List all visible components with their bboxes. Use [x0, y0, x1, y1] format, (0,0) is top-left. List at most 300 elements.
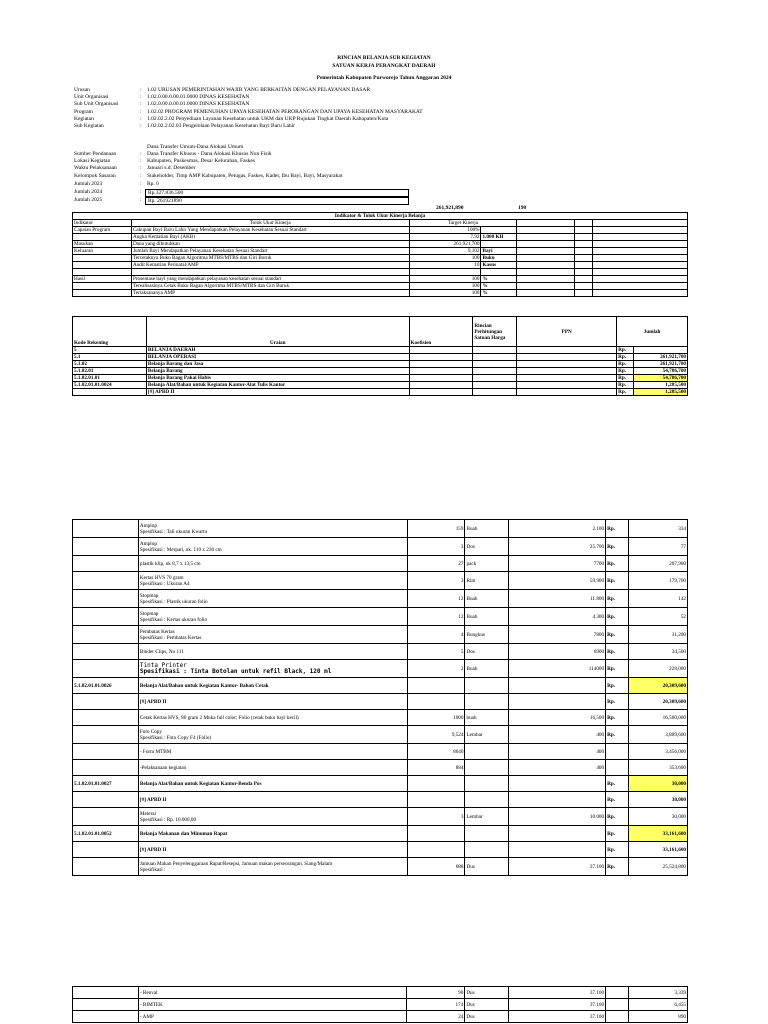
table-row: [73, 347, 688, 354]
table-cell: [606, 987, 629, 999]
harga-cell: 25.700: [509, 538, 606, 556]
uraian-cell: [138, 538, 407, 556]
satuan-cell: buah: [465, 710, 509, 726]
table-cell: [575, 227, 593, 234]
jumlah-cell: 34,500: [629, 644, 688, 660]
rp-cell: Rp.: [606, 842, 629, 858]
satuan-cell: Rim: [465, 572, 509, 590]
jumlah-cell: 77: [629, 538, 688, 556]
detail-row: [73, 660, 688, 678]
title-line1: RINCIAN BELANJA SUB KEGIATAN: [337, 55, 431, 61]
jumlah-cell: 261,921,700: [634, 354, 688, 361]
info-value: 1.02.02 PROGRAM PEMENUHAN UPAYA KESEHATAN PERORANGAN DAN UPAYA KESEHATAN MASYARAKAT: [147, 109, 423, 115]
jumlah-cell: 20,309,600: [629, 678, 688, 694]
satuan-cell: Lembar: [465, 726, 509, 744]
detail-row: [73, 644, 688, 660]
detail-row: [73, 626, 688, 644]
table-row: [73, 382, 688, 389]
info-label: Kegiatan: [74, 116, 94, 122]
title-line3: Pemerintah Kabupaten Purworejo Tahun Anggaran 2024: [316, 75, 452, 81]
harga-cell: 37.100: [509, 987, 606, 999]
tolok-cell: Terealisasinya Cetak Buku Bagan Algoritma MTBS/MTBS dan Giri Buruk: [131, 283, 409, 290]
tolok-cell: Jumlah Bayi Mendapatkan Pelayanan Kesehatan Sesuai Standart: [131, 248, 409, 255]
harga-cell: 37.100: [509, 999, 606, 1011]
uraian-cell: - Renval: [138, 987, 407, 999]
uraian-cell: Belanja Barang: [146, 368, 409, 375]
table-cell: [409, 354, 473, 361]
info-value: 1.02.0.00.0.00.01.0000 DINAS KESEHATAN: [147, 101, 250, 107]
info-value: 1.02.0.00.0.00.01.0000 DINAS KESEHATAN: [147, 94, 250, 100]
table-cell: [517, 227, 575, 234]
qty-cell: [407, 694, 465, 710]
tolok-cell: Terlaksananya AMP: [131, 290, 409, 297]
jumlah-cell: 30,000: [629, 776, 688, 792]
uraian-line: -Pelaksanaan kegiatan: [139, 764, 187, 771]
kode-cell: [73, 808, 139, 826]
info-row: Sumber Pendanaan : Dana Transfer Khusus - Dana Alokasi Khusus Non Fisik: [74, 151, 272, 157]
harga-cell: 400: [509, 744, 606, 760]
rp-cell: Rp.: [617, 347, 634, 354]
qty-cell: 1000: [407, 710, 465, 726]
uraian-cell: [138, 520, 407, 538]
target-value: 9,102: [409, 248, 481, 255]
rp-cell: [606, 744, 629, 760]
kode-cell: [73, 572, 139, 590]
info-label: Jumlah 2024: [74, 189, 103, 195]
qty-cell: [407, 776, 465, 792]
table-cell: [517, 255, 575, 262]
kode-cell: 5.1.02.01: [73, 368, 147, 375]
qty-cell: 90: [407, 987, 465, 999]
uraian-cell: [138, 710, 407, 726]
rp-cell: Rp.: [606, 608, 629, 626]
uraian-cell: [138, 760, 407, 776]
detail-row: [73, 808, 688, 826]
jumlah-cell: 54,786,700: [634, 368, 688, 375]
info-value: Rp. 261921890: [145, 197, 409, 205]
detail-row: [73, 556, 688, 572]
harga-cell: [509, 842, 606, 858]
uraian-cell: BELANJA DAERAH: [146, 347, 409, 354]
kode-cell: [73, 858, 139, 876]
satuan-cell: [465, 744, 509, 760]
table-cell: [517, 361, 617, 368]
detail-row: [73, 590, 688, 608]
target-head: Target Kinerja: [409, 220, 517, 227]
qty-cell: [407, 678, 465, 694]
target-unit: [481, 227, 517, 234]
target-value: 100: [409, 290, 481, 297]
rp-cell: Rp.: [606, 808, 629, 826]
satuan-cell: [465, 760, 509, 776]
detail-row: [73, 608, 688, 626]
rp-cell: Rp.: [606, 694, 629, 710]
jumlah-head: Jumlah: [617, 317, 688, 347]
detail-row: [73, 1011, 688, 1023]
uraian-cell: [138, 858, 407, 876]
uraian-line: Binder Clips, No 111: [139, 648, 184, 655]
table-cell: [575, 248, 593, 255]
jumlah-cell: 30,000: [629, 808, 688, 826]
kode-cell: 5.1.02: [73, 361, 147, 368]
total-b: 190: [518, 205, 527, 211]
kode-cell: [73, 644, 139, 660]
jumlah-cell: 3,339: [629, 987, 688, 999]
info-label: Program: [74, 109, 93, 115]
table-cell: [593, 227, 688, 234]
tolok-cell: Tercetaknya Buku Bagan Algoritma MTBS/MTBS dan Giri Buruk: [131, 255, 409, 262]
indikator-row: [73, 234, 688, 241]
info-row: Unit Organisasi : 1.02.0.00.0.00.01.0000 DINAS KESEHATAN: [74, 94, 250, 100]
table-cell: [517, 269, 575, 276]
indikator-row: [73, 262, 688, 269]
indikator-row: [73, 290, 688, 297]
indikator-row: [73, 227, 688, 234]
satuan-cell: Dus: [465, 1011, 509, 1023]
harga-cell: [509, 792, 606, 808]
indikator-cell: [73, 255, 132, 262]
table-cell: [409, 382, 473, 389]
table-cell: [606, 999, 629, 1011]
qty-cell: 2: [407, 660, 465, 678]
kode-cell: 5.1.02.01.01.0052: [73, 826, 139, 842]
uraian-cell: - BIMTEK: [138, 999, 407, 1011]
table-cell: [575, 276, 593, 283]
qty-cell: 12: [407, 590, 465, 608]
info-value: Dana Transfer Khusus - Dana Alokasi Khusus Non Fisik: [147, 151, 272, 157]
table-row: [73, 389, 688, 396]
table-row: [73, 375, 688, 382]
table-cell: [409, 375, 473, 382]
info-value: Kabupaten, Puskesmas, Desa/ Kelurahan, Faskes: [147, 158, 255, 164]
satuan-cell: pack: [465, 556, 509, 572]
satuan-cell: Buah: [465, 608, 509, 626]
table-cell: [593, 283, 688, 290]
indikator-head: Indikator: [73, 220, 132, 227]
uraian-line: Meterai: [139, 810, 157, 817]
uraian-line: Belanja Alat/Bahan untuk Kegiatan Kantor-Benda Pos: [139, 780, 262, 787]
indikator-cell: [73, 234, 132, 241]
satuan-cell: Dus: [465, 858, 509, 876]
info-value: Rp.327.836.500: [145, 189, 409, 197]
satuan-cell: [465, 826, 509, 842]
satuan-cell: Dus: [465, 987, 509, 999]
total-a: 261,921,890: [436, 205, 464, 211]
target-value: 100%: [409, 227, 481, 234]
uraian-line: Tinta Printer: [139, 661, 187, 669]
info-row: Waktu Pelaksanaan : Januari s.d. Desember: [74, 165, 196, 171]
detail-row: [73, 678, 688, 694]
jumlah-cell: 20,309,600: [629, 694, 688, 710]
table-cell: [575, 234, 593, 241]
target-value: 100: [409, 255, 481, 262]
qty-cell: 159: [407, 520, 465, 538]
ppn-head: PPN: [517, 317, 617, 347]
kode-cell: 5.1.02.01.01.0027: [73, 776, 139, 792]
jumlah-cell: 179,700: [629, 572, 688, 590]
rincian-head: Rincian Perhitungan Satuan Harga: [473, 317, 517, 347]
table-cell: [593, 262, 688, 269]
uraian-line: Amplop: [139, 522, 157, 529]
table-cell: [593, 290, 688, 297]
jumlah-cell: 890: [629, 1011, 688, 1023]
kode-cell: [73, 389, 147, 396]
table-cell: [575, 290, 593, 297]
table-cell: [73, 1011, 139, 1023]
detail-row: [73, 572, 688, 590]
indikator-row: [73, 248, 688, 255]
satuan-cell: Bungkus: [465, 626, 509, 644]
uraian-line: Pembatas Kertas: [139, 628, 175, 635]
rp-cell: Rp.: [617, 354, 634, 361]
spesifikasi-line: Spesifikasi : Foto Copy F4 (Folio): [139, 734, 212, 741]
harga-cell: 114000: [509, 660, 606, 678]
uraian-line: [#] APBD II: [139, 796, 167, 803]
qty-cell: 4: [407, 626, 465, 644]
jumlah-cell: 33,161,600: [629, 826, 688, 842]
info-value: 1.02.02.2.02.03 Pengelolaan Pelayanan Kesehatan Bayi Baru Lahir: [147, 123, 296, 129]
uraian-cell: [138, 826, 407, 842]
info-value: Januari s.d. Desember: [147, 165, 196, 171]
spesifikasi-line: Spesifikasi : Ukuran A4: [139, 580, 190, 587]
info-row: Jumlah 2025 : Rp. 261921890: [0, 197, 768, 205]
rp-cell: Rp.: [606, 678, 629, 694]
jumlah-cell: 52: [629, 608, 688, 626]
rp-cell: Rp.: [606, 660, 629, 678]
uraian-line: [#] APBD II: [139, 698, 167, 705]
indikator-row: [73, 276, 688, 283]
table-cell: [517, 234, 575, 241]
qty-cell: 9,524: [407, 726, 465, 744]
rp-cell: Rp.: [617, 389, 634, 396]
info-value: Stakeholder, Timp AMP Kabupaten, Petugas, Faskes, Kader, Ibu Bayi, Bayi, Masyarakat: [147, 173, 343, 179]
table-cell: [473, 347, 517, 354]
qty-cell: 8640: [407, 744, 465, 760]
table-cell: [606, 1011, 629, 1023]
spesifikasi-line: Spesifikasi : Tali ukuran Kwarto: [139, 528, 208, 535]
kode-cell: [73, 792, 139, 808]
rp-cell: Rp.: [606, 826, 629, 842]
table-cell: [593, 276, 688, 283]
uraian-cell: [138, 660, 407, 678]
target-unit: 1.000 KH: [481, 234, 517, 241]
info-label: Jumlah 2025: [74, 197, 103, 203]
uraian-cell: [138, 572, 407, 590]
rp-cell: Rp.: [606, 726, 629, 744]
uraian-line: Cetak Kertas HVS, 80 gram 2 Muka full color; Folio (cetak buku bayi kecil): [139, 714, 299, 721]
qty-cell: [407, 826, 465, 842]
indikator-table: [72, 212, 688, 297]
uraian-line: Stopmap: [139, 592, 159, 599]
harga-cell: 37.100: [509, 1011, 606, 1023]
harga-cell: [509, 678, 606, 694]
target-value: 7.92: [409, 234, 481, 241]
satuan-cell: Buah: [465, 520, 509, 538]
uraian-cell: [138, 626, 407, 644]
table-cell: [409, 389, 473, 396]
uraian-cell: [138, 608, 407, 626]
title-line2: SATUAN KERJA PERANGKAT DAERAH: [332, 63, 436, 69]
detail-row: [73, 538, 688, 556]
indikator-cell: [73, 290, 132, 297]
table-cell: [473, 389, 517, 396]
tolok-cell: Angka Kematian Bayi (AKB): [131, 234, 409, 241]
kode-cell: [73, 520, 139, 538]
jumlah-cell: 25,524,800: [629, 858, 688, 876]
satuan-cell: Lembar: [465, 808, 509, 826]
detail-row: [73, 826, 688, 842]
satuan-cell: [465, 792, 509, 808]
jumlah-cell: 3,809,600: [629, 726, 688, 744]
tolok-cell: [131, 269, 409, 276]
uraian-line: Amplop: [139, 540, 157, 547]
target-unit: Bayi: [481, 248, 517, 255]
jumlah-cell: [634, 347, 688, 354]
jumlah-cell: 353,600: [629, 760, 688, 776]
uraian-cell: [138, 556, 407, 572]
indikator-cell: Capaian Program: [73, 227, 132, 234]
info-label: Waktu Pelaksanaan: [74, 165, 117, 171]
jumlah-cell: 30,000: [629, 792, 688, 808]
qty-cell: 174: [407, 999, 465, 1011]
detail-row: [73, 842, 688, 858]
uraian-line: - Form MTBM: [139, 748, 172, 755]
qty-cell: 27: [407, 556, 465, 572]
uraian-cell: Belanja Barang Pakai Habis: [146, 375, 409, 382]
harga-cell: [509, 826, 606, 842]
info-row: Jumlah 2023 : Rp. 0: [74, 181, 159, 187]
satuan-cell: Dus: [465, 999, 509, 1011]
satuan-cell: Buah: [465, 660, 509, 678]
harga-cell: 6900: [509, 644, 606, 660]
jumlah-cell: 1,285,500: [634, 382, 688, 389]
info-label: Sumber Pendanaan: [74, 151, 117, 157]
uraian-cell: - AMP: [138, 1011, 407, 1023]
bottom-table: [72, 986, 688, 1023]
tolok-cell: Dana yang dibutuhkan: [131, 241, 409, 248]
detail-row: [73, 760, 688, 776]
kode-cell: 5.1.02.01.01: [73, 375, 147, 382]
indikator-row: [73, 269, 688, 276]
target-value: 100: [409, 283, 481, 290]
rp-cell: Rp.: [606, 710, 629, 726]
table-cell: [593, 269, 688, 276]
target-unit: Buku: [481, 255, 517, 262]
info-row: Urusan : 1.02 URUSAN PEMERINTAHAN WAJIB YANG BERKAITAN DENGAN PELAYANAN DASAR: [74, 87, 371, 93]
uraian-line: Stopmap: [139, 610, 159, 617]
rp-cell: Rp.: [606, 572, 629, 590]
uraian-cell: [138, 792, 407, 808]
harga-cell: 16,500: [509, 710, 606, 726]
harga-cell: 59,900: [509, 572, 606, 590]
info-value: 1.02.02.2.02 Penyediaan Layanan Kesehatan untuk UKM dan UKP Rujukan Tingkat Daerah Kabupaten/Kota: [147, 116, 389, 122]
table-cell: [473, 382, 517, 389]
table-cell: [593, 234, 688, 241]
uraian-line: Foto Copy: [139, 728, 162, 735]
jumlah-cell: 33,161,600: [629, 842, 688, 858]
table-cell: [575, 262, 593, 269]
uraian-line: Kertas HVS 70 gram: [139, 574, 184, 581]
jumlah-cell: 16,500,000: [629, 710, 688, 726]
table-cell: [409, 368, 473, 375]
tolok-cell: Prosentase bayi yang mendapatkan pelayanan kesehatan sesuai standart: [131, 276, 409, 283]
rp-cell: Rp.: [606, 858, 629, 876]
jumlah-cell: 207,900: [629, 556, 688, 572]
kode-cell: [73, 726, 139, 744]
uraian-cell: [138, 644, 407, 660]
table-cell: [517, 354, 617, 361]
indikator-title: Indikator & Tolok Ukur Kinerja Belanja: [73, 213, 688, 220]
info-label: Unit Organisasi: [74, 94, 109, 100]
table-cell: [517, 368, 617, 375]
rekening-table: [72, 316, 688, 396]
indikator-row: [73, 283, 688, 290]
table-cell: [517, 276, 575, 283]
jumlah-cell: 6,455: [629, 999, 688, 1011]
kode-head: Kode Rekening: [73, 317, 147, 347]
target-unit: [481, 241, 517, 248]
jumlah-cell: 31,200: [629, 626, 688, 644]
jumlah-cell: 334: [629, 520, 688, 538]
harga-cell: 11.800: [509, 590, 606, 608]
table-cell: [517, 382, 617, 389]
koefisien-head: Koefisien: [409, 317, 473, 347]
uraian-cell: [138, 842, 407, 858]
harga-cell: 37.100: [509, 858, 606, 876]
satuan-cell: Buah: [465, 590, 509, 608]
uraian-cell: [138, 808, 407, 826]
table-cell: [593, 241, 688, 248]
table-cell: [575, 283, 593, 290]
satuan-cell: Dos: [465, 538, 509, 556]
satuan-cell: Dos: [465, 644, 509, 660]
rp-cell: Rp.: [606, 626, 629, 644]
spesifikasi-line: Spesifikasi : Merpati, uk. 110 x 230 cm: [139, 546, 222, 553]
rp-cell: Rp.: [617, 382, 634, 389]
qty-cell: 3: [407, 808, 465, 826]
satuan-cell: [465, 776, 509, 792]
rp-cell: Rp.: [606, 520, 629, 538]
qty-cell: 12: [407, 608, 465, 626]
indikator-cell: Keluaran: [73, 248, 132, 255]
target-value: 261,921,700: [409, 241, 481, 248]
info-row: Kelompok Sasaran : Stakeholder, Timp AMP Kabupaten, Petugas, Faskes, Kader, Ibu Bayi, Bayi, Masyarakat: [74, 173, 343, 179]
table-cell: [517, 248, 575, 255]
info-value: Rp. 0: [147, 181, 159, 187]
qty-cell: 24: [407, 1011, 465, 1023]
detail-row: [73, 987, 688, 999]
table-cell: [409, 347, 473, 354]
qty-cell: 884: [407, 760, 465, 776]
kode-cell: [73, 608, 139, 626]
uraian-cell: Belanja Barang dan Jasa: [146, 361, 409, 368]
rp-cell: Rp.: [606, 538, 629, 556]
table-row: [73, 368, 688, 375]
table-cell: [575, 241, 593, 248]
table-cell: [473, 354, 517, 361]
table-cell: [517, 375, 617, 382]
detail-row: [73, 726, 688, 744]
kode-cell: [73, 660, 139, 678]
uraian-head: Uraian: [146, 317, 409, 347]
kode-cell: [73, 538, 139, 556]
kode-cell: [73, 710, 139, 726]
kode-cell: 5.1.02.01.01.0024: [73, 382, 147, 389]
uraian-line: Jamuan Makan Penyelenggaraan Rapat/Resepsi, Jamuan makan perseorangan, Siang/Malam: [139, 860, 333, 867]
detail-row: [73, 792, 688, 808]
indikator-cell: Hasil: [73, 276, 132, 283]
jumlah-cell: 1,285,500: [634, 389, 688, 396]
